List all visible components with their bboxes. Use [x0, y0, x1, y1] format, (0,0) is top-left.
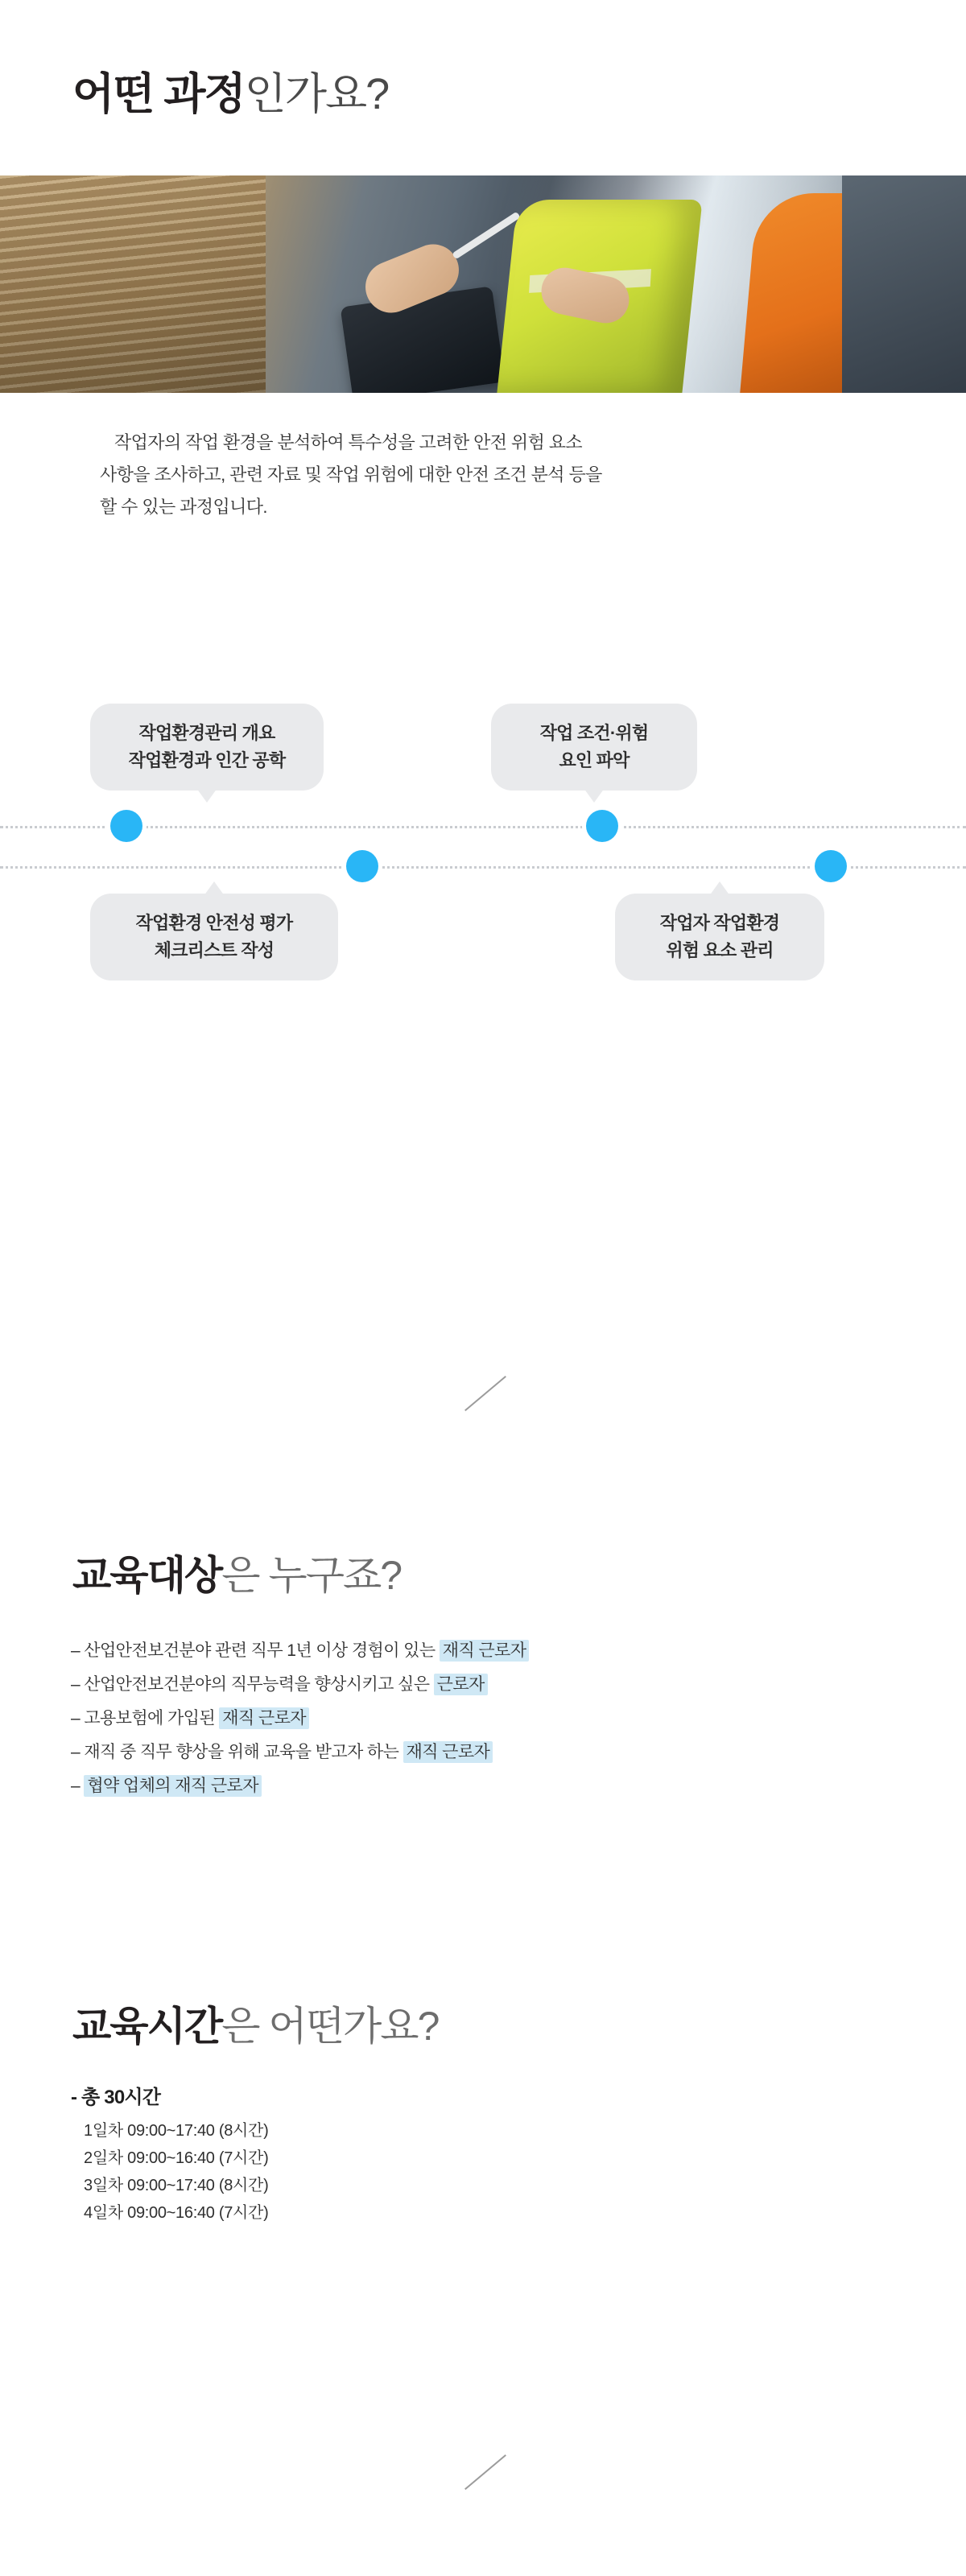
item-2-highlight: 근로자 [434, 1674, 488, 1695]
diagram-bubble-3 [90, 894, 338, 980]
list-item [71, 1634, 892, 1668]
curriculum-diagram [0, 692, 966, 1256]
list-item: 3일차 09:00~17:40 (8시간) [84, 2177, 269, 2194]
section2-title [72, 1554, 401, 1598]
diagram-bubble-1 [90, 704, 324, 791]
item-4-highlight: 재직 근로자 [403, 1741, 493, 1763]
list-item: 2일차 09:00~16:40 (7시간) [84, 2149, 269, 2167]
bubble-1-line-2: 작업환경과 인간 공학 [128, 750, 286, 770]
diagram-node-4 [815, 850, 847, 882]
dark-suit-figure [842, 175, 966, 393]
section-divider-2 [464, 2454, 506, 2490]
section1-title-bold: 어떤 과정 [72, 70, 245, 118]
target-audience-list [71, 1634, 892, 1803]
item-1-prefix: – 산업안전보건분야 관련 직무 1년 이상 경험이 있는 [71, 1641, 440, 1660]
section1-title [72, 71, 388, 118]
bubble-4-line-1: 작업자 작업환경 [659, 913, 780, 933]
description-line-2: 사항을 조사하고, 관련 자료 및 작업 위험에 대한 안전 조건 분석 등을 [100, 464, 602, 485]
item-4-prefix: – 재직 중 직무 향상을 위해 교육을 받고자 하는 [71, 1743, 403, 1761]
list-item [71, 1702, 892, 1736]
list-item [71, 1769, 892, 1803]
timber-stack [0, 175, 266, 393]
total-hours-label: - 총 30시간 [71, 2087, 161, 2108]
item-5-prefix: – [71, 1777, 85, 1795]
list-item [71, 1668, 892, 1702]
hero-image [0, 175, 966, 393]
description-line-3: 할 수 있는 과정입니다. [100, 497, 267, 517]
daily-schedule-list [84, 2117, 268, 2227]
diagram-bubble-4 [615, 894, 824, 980]
list-item [71, 1736, 892, 1769]
item-1-highlight: 재직 근로자 [440, 1640, 530, 1662]
item-3-prefix: – 고용보험에 가입된 [71, 1709, 220, 1728]
diagram-node-2 [586, 810, 618, 842]
list-item: 1일차 09:00~17:40 (8시간) [84, 2122, 269, 2140]
section3-title-light: 은 어떤가요? [221, 2004, 439, 2049]
section-divider-1 [464, 1376, 506, 1411]
item-5-highlight: 협약 업체의 재직 근로자 [84, 1775, 262, 1797]
diagram-bubble-2 [491, 704, 697, 791]
item-3-highlight: 재직 근로자 [219, 1707, 309, 1729]
section3-title-bold: 교육시간 [72, 2004, 222, 2049]
section1-title-light: 인가요? [244, 70, 389, 118]
list-item: 4일차 09:00~16:40 (7시간) [84, 2204, 269, 2222]
item-2-prefix: – 산업안전보건분야의 직무능력을 향상시키고 싶은 [71, 1675, 434, 1694]
section2-title-bold: 교육대상 [72, 1553, 222, 1598]
bubble-2-line-2: 요인 파악 [559, 750, 630, 770]
section1-description [100, 427, 873, 523]
bubble-4-line-2: 위험 요소 관리 [666, 940, 774, 960]
bubble-3-line-1: 작업환경 안전성 평가 [135, 913, 293, 933]
bubble-3-line-2: 체크리스트 작성 [154, 940, 275, 960]
dotted-line-top [0, 826, 966, 828]
section3-title [72, 2004, 438, 2049]
diagram-node-1 [110, 810, 142, 842]
section2-title-light: 은 누구죠? [221, 1553, 402, 1598]
diagram-node-3 [346, 850, 378, 882]
bubble-2-line-1: 작업 조건·위험 [539, 723, 649, 743]
description-line-1: 작업자의 작업 환경을 분석하여 특수성을 고려한 안전 위험 요소 [114, 432, 583, 452]
bubble-1-line-1: 작업환경관리 개요 [138, 723, 275, 743]
